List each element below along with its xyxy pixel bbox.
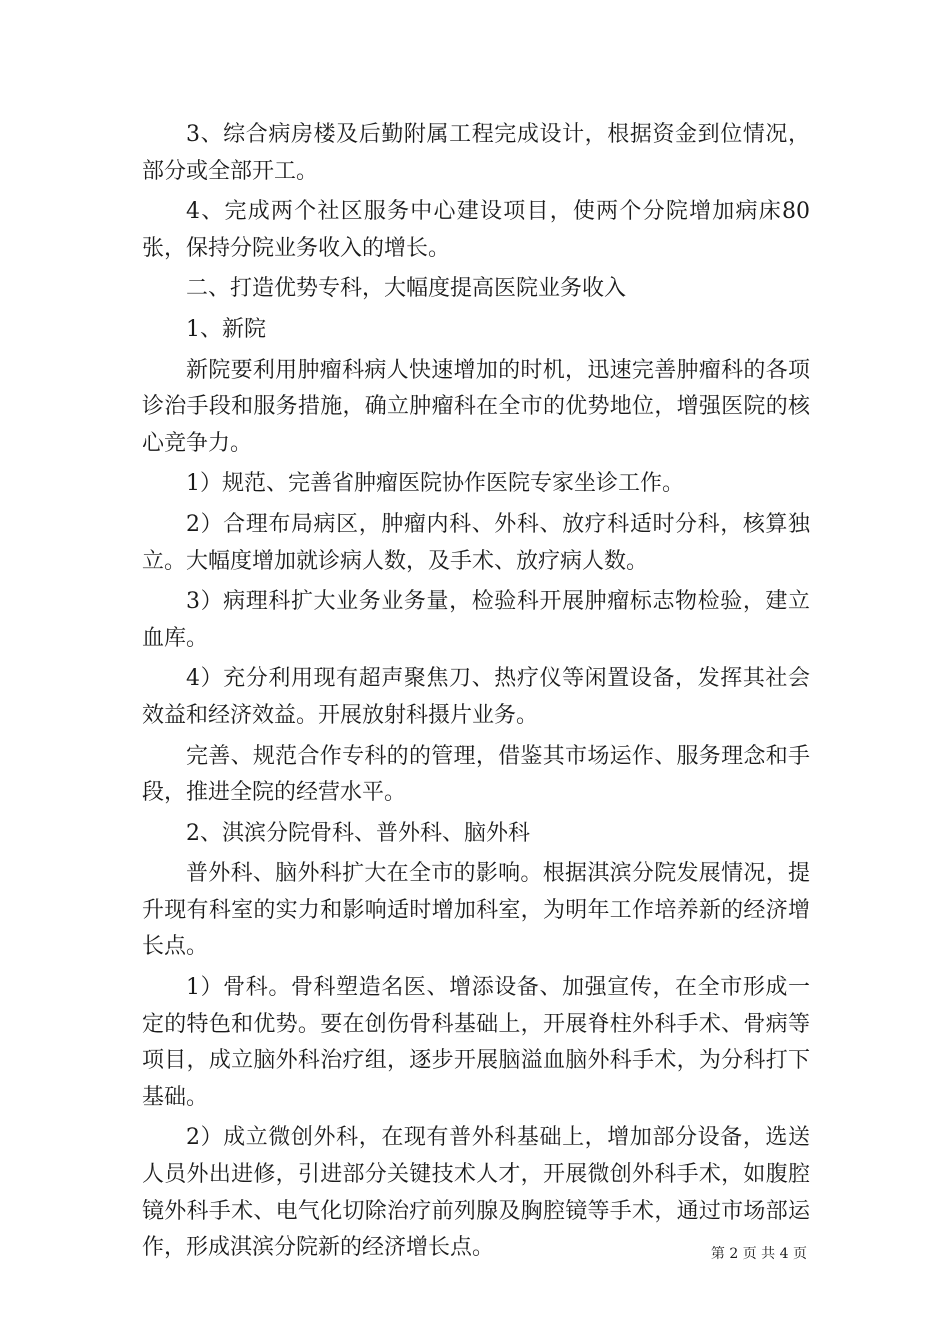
paragraph: 3、综合病房楼及后勤附属工程完成设计，根据资金到位情况，部分或全部开工。 [142, 122, 810, 184]
list-item: 3）病理科扩大业务业务量，检验科开展肿瘤标志物检验，建立血库。 [142, 589, 810, 651]
section-heading: 二、打造优势专科，大幅度提高医院业务收入 [186, 276, 627, 302]
list-item: 4）充分利用现有超声聚焦刀、热疗仪等闲置设备，发挥其社会效益和经济效益。开展放射科摄片业务。 [142, 666, 810, 728]
paragraph: 4、完成两个社区服务中心建设项目，使两个分院增加病床80张，保持分院业务收入的增长。 [142, 199, 810, 261]
list-item: 1）规范、完善省肿瘤医院协作医院专家坐诊工作。 [186, 471, 684, 497]
paragraph: 普外科、脑外科扩大在全市的影响。根据淇滨分院发展情况，提升现有科室的实力和影响适时增加科室，为明年工作培养新的经济增长点。 [142, 861, 810, 960]
paragraph: 新院要利用肿瘤科病人快速增加的时机，迅速完善肿瘤科的各项诊治手段和服务措施，确立肿瘤科在全市的优势地位，增强医院的核心竞争力。 [142, 357, 810, 456]
subsection-heading: 1、新院 [186, 316, 266, 342]
list-item: 1）骨科。骨科塑造名医、增添设备、加强宣传，在全市形成一定的特色和优势。要在创伤骨科基础上，开展脊柱外科手术、骨病等项目，成立脑外科治疗组，逐步开展脑溢血脑外科手术，为分科打下基础。 [142, 975, 810, 1110]
subsection-heading: 2、淇滨分院骨科、普外科、脑外科 [186, 820, 530, 846]
page-number: 第 2 页 共 4 页 [710, 1246, 807, 1262]
document-body [142, 117, 810, 1271]
list-item: 2）成立微创外科，在现有普外科基础上，增加部分设备，选送人员外出进修，引进部分关键技术人才，开展微创外科手术，如腹腔镜外科手术、电气化切除治疗前列腺及胸腔镜等手术，通过市场部运作，形成淇滨分院新的经济增长点。 [142, 1125, 810, 1261]
paragraph: 完善、规范合作专科的的管理，借鉴其市场运作、服务理念和手段，推进全院的经营水平。 [142, 743, 810, 806]
list-item: 2）合理布局病区，肿瘤内科、外科、放疗科适时分科，核算独立。大幅度增加就诊病人数，及手术、放疗病人数。 [142, 511, 810, 574]
